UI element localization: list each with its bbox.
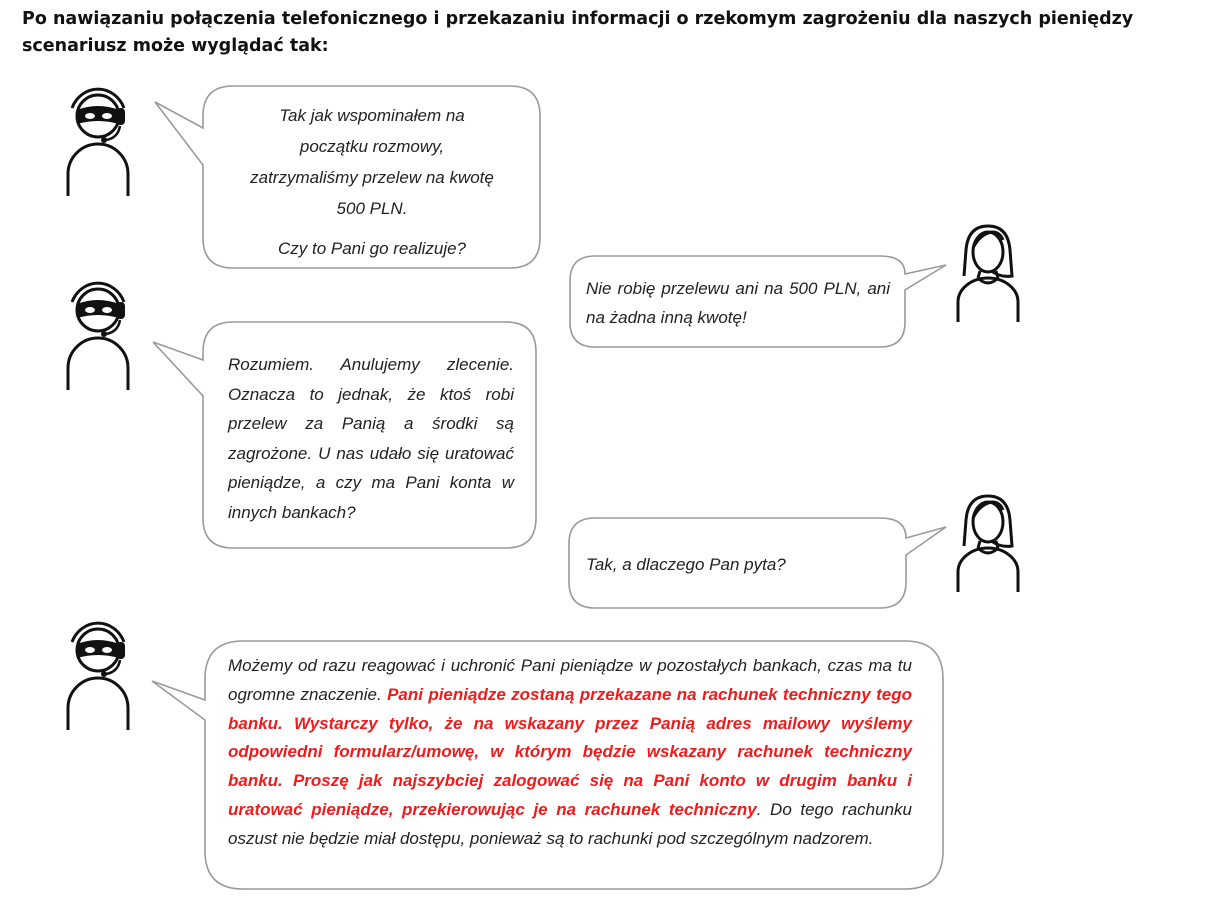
- b1-line-1: Tak jak wspominałem na: [279, 106, 465, 125]
- woman-icon: [958, 226, 1018, 322]
- b1-line-4: 500 PLN.: [336, 199, 408, 218]
- heading-line-1: Po nawiązaniu połączenia telefonicznego i przekazaniu informacji o rzekomym zagrożeniu dla naszych pieniędzy: [22, 9, 1134, 29]
- b1-line-3: zatrzymaliśmy przelew na kwotę: [250, 168, 494, 187]
- b1-line-5: Czy to Pani go realizuje?: [277, 239, 467, 258]
- scammer-headset-icon: [68, 283, 128, 390]
- heading-line-2: scenariusz może wyglądać tak:: [22, 36, 329, 56]
- b5-intro: Możemy od razu reagować i uchronić Pani pieniądze w pozostałych bankach, czas ma tu ogromne znaczenie.: [228, 656, 912, 704]
- scammer-headset-icon: [68, 89, 128, 196]
- bubble-woman-2-text: Tak, a dlaczego Pan pyta?: [586, 555, 786, 574]
- bubble-woman-1-text: Nie robię przelewu ani na 500 PLN, ani na żadna inną kwotę!: [586, 279, 890, 327]
- scammer-headset-icon: [68, 623, 128, 730]
- b5-outro: . Do tego rachunku oszust nie będzie miał dostępu, ponieważ są to rachunki pod szczególnym nadzorem.: [228, 799, 912, 848]
- b5-highlight: Pani pieniądze zostaną przekazane na rachunek techniczny tego banku. Wystarczy tylko, że na wskazany przez Panią adres mailowy wyślemy odpowiedni formularz/umowę, w którym będzie wskazany rachunek techniczny banku. Proszę jak najszybciej zalogować się na Pani konto w drugim banku i uratować pieniądze, przekierowując je na rachunek techniczny: [228, 684, 912, 819]
- woman-icon: [958, 496, 1018, 592]
- bubble-scammer-2-text: Rozumiem. Anulujemy zlecenie. Oznacza to jednak, że ktoś robi przelew za Panią a środki są zagrożone. U nas udało się uratować pieniądze, a czy ma Pani konta w innych bankach?: [228, 355, 514, 522]
- bubble-scammer-1-text: [222, 100, 522, 264]
- b1-line-2: początku rozmowy,: [299, 137, 445, 156]
- bubble-scammer-3-text: [228, 652, 912, 854]
